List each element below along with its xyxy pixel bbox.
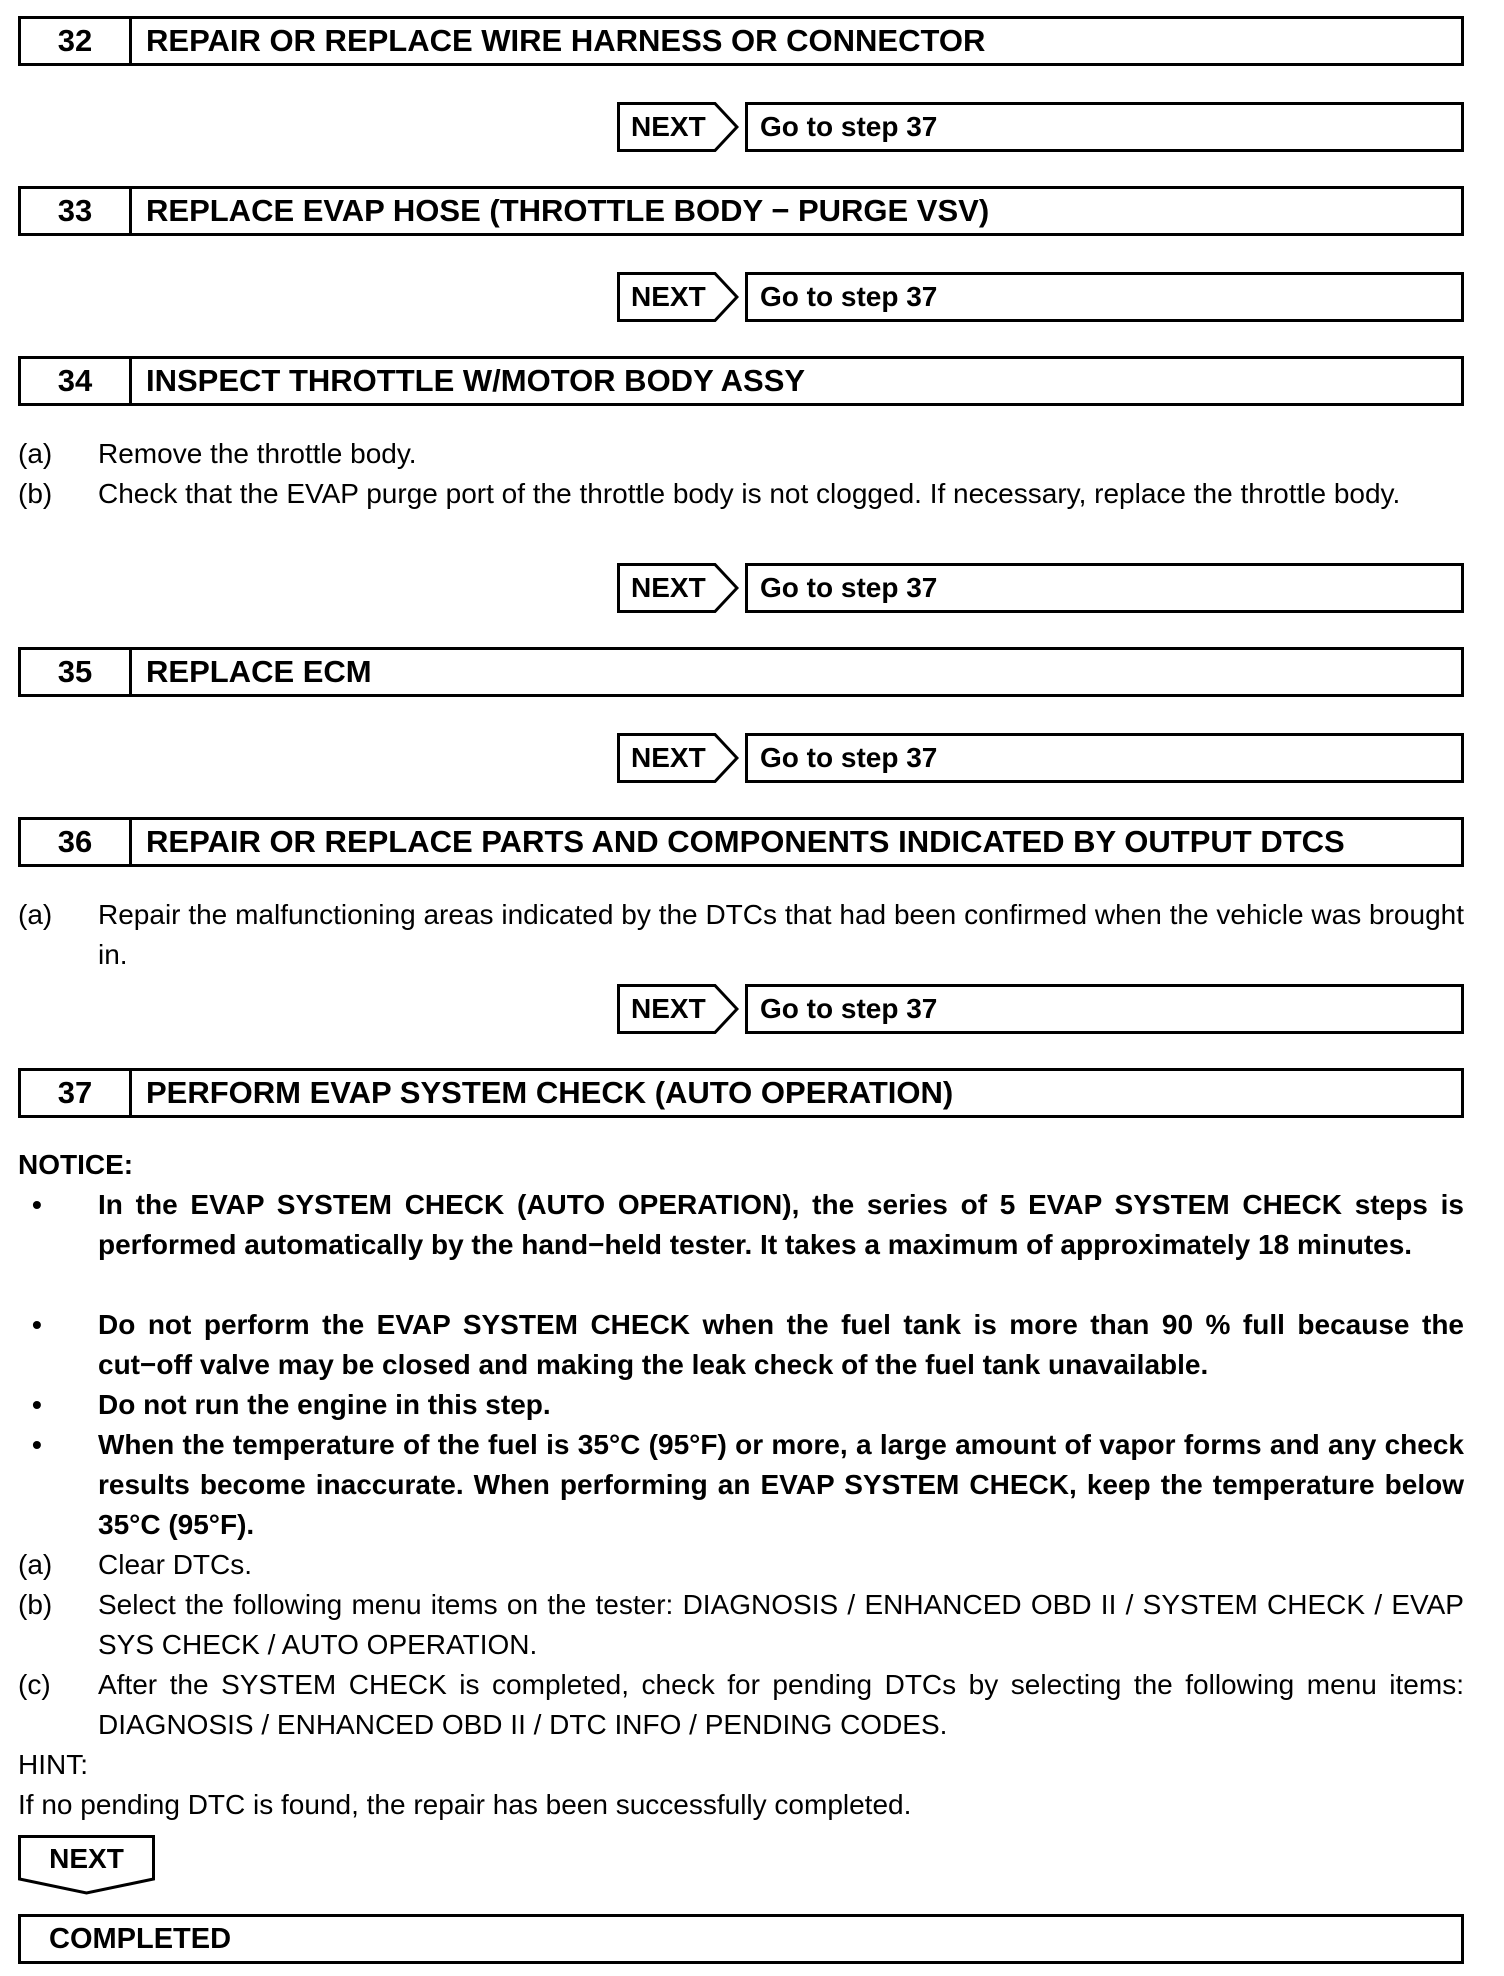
list-item: [18, 434, 1464, 474]
next-row: [617, 733, 1464, 783]
next-row: [617, 563, 1464, 613]
step-number: 35: [21, 650, 132, 694]
next-label: NEXT: [49, 1843, 124, 1874]
step-title: REPAIR OR REPLACE PARTS AND COMPONENTS INDICATED BY OUTPUT DTCS: [146, 824, 1345, 859]
go-to-step-box: Go to step 37: [745, 984, 1464, 1034]
next-label: NEXT: [631, 572, 706, 603]
next-label: NEXT: [631, 281, 706, 312]
notice-text: When the temperature of the fuel is 35°C (95°F) or more, a large amount of vapor forms and any check results become inaccurate. When performing an EVAP SYSTEM CHECK, keep the temperature below 35°C (95°F).: [98, 1429, 1464, 1540]
step-number: 36: [21, 820, 132, 864]
step-header-32: [18, 16, 1464, 66]
item-label: (a): [18, 899, 53, 930]
next-down-button[interactable]: [18, 1835, 155, 1895]
step-header-37: [18, 1068, 1464, 1118]
step-header-34: [18, 356, 1464, 406]
next-row: [617, 102, 1464, 152]
item-label: (b): [18, 1589, 53, 1620]
list-item: [18, 1665, 1464, 1745]
list-item: [18, 1585, 1464, 1665]
step-number: 37: [21, 1071, 132, 1115]
hint-title: HINT:: [18, 1749, 88, 1780]
item-label: (b): [18, 478, 53, 509]
list-item: [18, 1545, 1464, 1585]
next-label: NEXT: [631, 993, 706, 1024]
notice-item: [18, 1305, 1464, 1385]
next-arrow-button[interactable]: [617, 563, 737, 613]
step-number: 33: [21, 189, 132, 233]
go-to-step-box: Go to step 37: [745, 102, 1464, 152]
notice-text: In the EVAP SYSTEM CHECK (AUTO OPERATION), the series of 5 EVAP SYSTEM CHECK steps is performed automatically by the hand−held tester. It takes a maximum of approximately 18 minutes.: [98, 1189, 1464, 1260]
next-label: NEXT: [631, 742, 706, 773]
item-label: (a): [18, 438, 53, 469]
next-arrow-button[interactable]: [617, 272, 737, 322]
next-arrow-button[interactable]: [617, 984, 737, 1034]
item-text: Repair the malfunctioning areas indicated by the DTCs that had been confirmed when the vehicle was brought in.: [98, 899, 1464, 970]
notice-text: Do not run the engine in this step.: [98, 1389, 551, 1420]
notice-item: [18, 1185, 1464, 1265]
completed-box: COMPLETED: [18, 1914, 1464, 1964]
step-title: REPLACE EVAP HOSE (THROTTLE BODY − PURGE VSV): [146, 193, 990, 228]
item-text: Select the following menu items on the tester: DIAGNOSIS / ENHANCED OBD II / SYSTEM CHECK / EVAP SYS CHECK / AUTO OPERATION.: [98, 1589, 1464, 1660]
step-number: 34: [21, 359, 132, 403]
notice-item: [18, 1385, 1464, 1425]
item-text: Clear DTCs.: [98, 1549, 253, 1580]
item-label: (a): [18, 1549, 53, 1580]
item-text: Check that the EVAP purge port of the throttle body is not clogged. If necessary, replace the throttle body.: [98, 478, 1401, 509]
step-title: PERFORM EVAP SYSTEM CHECK (AUTO OPERATION): [146, 1075, 954, 1110]
notice-text: Do not perform the EVAP SYSTEM CHECK when the fuel tank is more than 90 % full because the cut−off valve may be closed and making the leak check of the fuel tank unavailable.: [98, 1309, 1464, 1380]
bullet: •: [32, 1389, 42, 1420]
notice-item: [18, 1425, 1464, 1545]
bullet: •: [32, 1189, 42, 1220]
go-to-step-box: Go to step 37: [745, 563, 1464, 613]
hint-text: If no pending DTC is found, the repair has been successfully completed.: [18, 1789, 912, 1820]
item-text: After the SYSTEM CHECK is completed, check for pending DTCs by selecting the following menu items: DIAGNOSIS / ENHANCED OBD II / DTC INFO / PENDING CODES.: [98, 1669, 1464, 1740]
item-label: (c): [18, 1669, 51, 1700]
bullet: •: [32, 1309, 42, 1340]
step-header-33: [18, 186, 1464, 236]
step-header-35: [18, 647, 1464, 697]
go-to-step-box: Go to step 37: [745, 733, 1464, 783]
list-item: [18, 895, 1464, 975]
item-text: Remove the throttle body.: [98, 438, 417, 469]
step-number: 32: [21, 19, 132, 63]
step-title: INSPECT THROTTLE W/MOTOR BODY ASSY: [146, 363, 806, 398]
next-arrow-button[interactable]: [617, 102, 737, 152]
next-arrow-button[interactable]: [617, 733, 737, 783]
next-label: NEXT: [631, 111, 706, 142]
next-row: [617, 272, 1464, 322]
step-header-36: [18, 817, 1464, 867]
go-to-step-box: Go to step 37: [745, 272, 1464, 322]
step-title: REPLACE ECM: [146, 654, 372, 689]
list-item: [18, 474, 1464, 514]
notice-title: NOTICE:: [18, 1149, 134, 1180]
step-title: REPAIR OR REPLACE WIRE HARNESS OR CONNECTOR: [146, 23, 986, 58]
next-row: [617, 984, 1464, 1034]
bullet: •: [32, 1429, 42, 1460]
